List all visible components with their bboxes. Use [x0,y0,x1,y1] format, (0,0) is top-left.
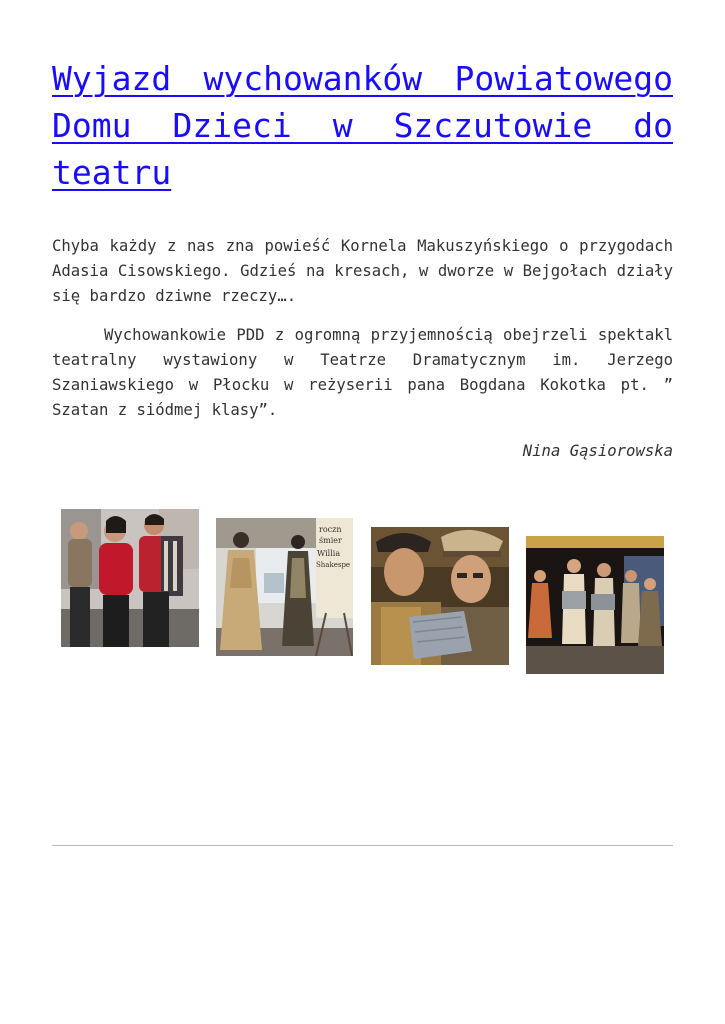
footer-divider [52,845,673,846]
article-title [52,55,673,196]
sign-text-2: śmier [319,536,342,545]
gallery-photo-stage-scene[interactable] [526,536,664,674]
gallery-photo-costume-exhibit[interactable] [216,518,353,656]
sign-text-3: Willia [317,549,341,558]
sign-text-4: Shakespe [316,561,351,569]
article-paragraph-1: Chyba każdy z nas zna powieść Kornela Makuszyńskiego o przygodach Adasia Cisowskiego. Gdzieś na kresach, w dworze w Bejgołach działy się bardzo dziwne rzeczy…. [52,237,673,305]
article-author: Nina Gąsiorowska [522,442,673,460]
article-paragraph-2: Wychowankowie PDD z ogromną przyjemnością obejrzeli spektakl teatralny wystawiony w Teatrze Dramatycznym im. Jerzego Szaniawskiego w Płocku w reżyserii pana Bogdana Kokotka pt. ” Szatan z siódmej klasy”. [52,326,673,419]
sign-text-1: roczn [319,525,342,534]
gallery-photo-foyer-group[interactable] [61,509,199,647]
article-title-link[interactable]: Wyjazd wychowanków Powiatowego Domu Dzieci w Szczutowie do teatru [52,59,673,192]
gallery-photo-actors-letter[interactable] [371,527,509,665]
